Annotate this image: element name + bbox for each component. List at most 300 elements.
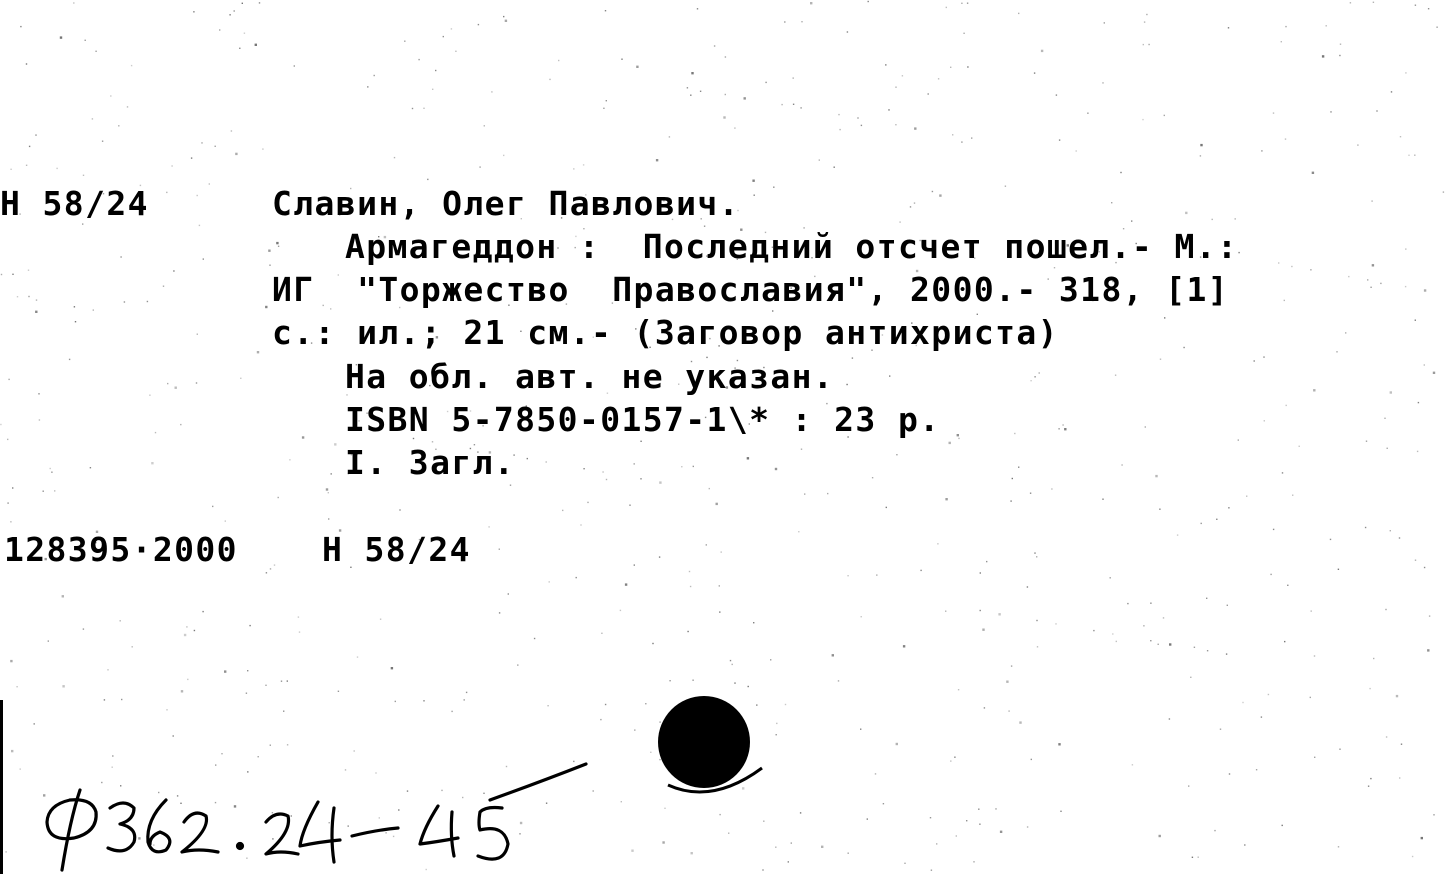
speckle — [546, 461, 547, 462]
speckle — [730, 660, 731, 661]
speckle — [36, 299, 37, 300]
speckle — [1183, 347, 1184, 348]
speckle — [721, 551, 722, 552]
speckle — [821, 846, 823, 848]
speckle — [1338, 846, 1339, 847]
speckle — [328, 518, 329, 519]
speckle — [289, 459, 290, 460]
speckle — [12, 487, 13, 488]
speckle — [1386, 736, 1387, 737]
speckle — [1429, 615, 1430, 616]
speckle — [197, 195, 198, 196]
speckle — [800, 812, 801, 813]
speckle — [938, 78, 939, 79]
speckle — [725, 56, 726, 57]
speckle — [827, 493, 828, 494]
speckle — [212, 506, 213, 507]
speckle — [199, 225, 200, 226]
speckle — [159, 807, 160, 808]
speckle — [788, 861, 789, 862]
speckle — [1030, 493, 1031, 494]
speckle — [54, 805, 55, 806]
speckle — [681, 466, 682, 467]
speckle — [10, 169, 11, 170]
speckle — [1000, 831, 1002, 833]
speckle — [1338, 569, 1339, 570]
speckle — [1443, 191, 1444, 192]
speckle — [719, 814, 720, 815]
speckle — [1412, 856, 1413, 857]
speckle — [728, 833, 729, 834]
speckle — [650, 752, 651, 753]
speckle — [235, 153, 237, 155]
speckle — [689, 571, 690, 572]
title-line-1: Армагеддон : Последний отсчет пошел.- М.: — [345, 227, 1239, 266]
speckle — [242, 3, 243, 4]
speckle — [491, 91, 492, 92]
speckle — [43, 491, 44, 492]
speckle — [62, 685, 64, 687]
speckle — [1310, 269, 1311, 270]
speckle — [1115, 375, 1116, 376]
speckle — [1312, 172, 1314, 174]
speckle — [11, 750, 13, 752]
speckle — [499, 549, 500, 550]
speckle — [268, 250, 270, 252]
speckle — [621, 59, 622, 60]
speckle — [1330, 539, 1331, 540]
speckle — [1036, 620, 1037, 621]
speckle — [1058, 743, 1060, 745]
speckle — [443, 36, 444, 37]
speckle — [29, 146, 30, 147]
speckle — [1339, 749, 1340, 750]
speckle — [166, 192, 167, 193]
speckle — [246, 693, 247, 694]
speckle — [982, 629, 984, 631]
speckle — [464, 699, 465, 700]
speckle — [1385, 609, 1386, 610]
speckle — [34, 723, 35, 724]
speckle — [872, 477, 873, 478]
speckle — [278, 246, 279, 247]
speckle — [980, 610, 981, 611]
speckle — [423, 108, 424, 109]
inventory-shelfmark: Н 58/24 — [322, 530, 471, 569]
speckle — [510, 485, 511, 486]
speckle — [93, 309, 94, 310]
speckle — [776, 734, 777, 735]
speckle — [804, 493, 805, 494]
speckle — [800, 107, 801, 108]
speckle — [194, 630, 195, 631]
speckle — [1311, 610, 1312, 611]
speckle — [517, 664, 518, 665]
speckle — [1127, 603, 1128, 604]
speckle — [640, 478, 641, 479]
speckle — [634, 564, 635, 565]
speckle — [902, 75, 903, 76]
speckle — [127, 106, 128, 107]
speckle — [112, 767, 113, 768]
speckle — [231, 130, 232, 131]
speckle — [12, 274, 13, 275]
speckle — [978, 809, 979, 810]
speckle — [1102, 499, 1103, 500]
speckle — [488, 526, 489, 527]
speckle — [1120, 172, 1121, 173]
speckle — [742, 787, 744, 789]
speckle — [781, 104, 782, 105]
speckle — [1405, 72, 1406, 73]
speckle — [1014, 433, 1015, 434]
speckle — [186, 626, 187, 627]
speckle — [1263, 356, 1264, 357]
speckle — [785, 704, 786, 705]
speckle — [1150, 603, 1151, 604]
speckle — [120, 620, 121, 621]
speckle — [601, 633, 602, 634]
speckle — [1366, 441, 1367, 442]
speckle — [441, 790, 442, 791]
speckle — [914, 127, 916, 129]
speckle — [793, 104, 794, 105]
speckle — [1399, 537, 1400, 538]
speckle — [1370, 287, 1371, 288]
isbn-line: ISBN 5-7850-0157-1\* : 23 р. — [345, 400, 941, 439]
speckle — [861, 616, 862, 617]
speckle — [958, 438, 959, 439]
speckle — [1436, 27, 1437, 28]
speckle — [973, 861, 974, 862]
speckle — [451, 711, 452, 712]
speckle — [1246, 496, 1247, 497]
speckle — [1039, 372, 1040, 373]
author-heading: Славин, Олег Павлович. — [272, 184, 740, 223]
speckle — [1160, 359, 1161, 360]
speckle — [329, 822, 330, 823]
speckle — [138, 837, 140, 839]
speckle — [262, 148, 263, 149]
speckle — [423, 700, 424, 701]
speckle — [719, 611, 720, 612]
speckle — [920, 570, 921, 571]
speckle — [1034, 376, 1035, 377]
speckle — [860, 729, 861, 730]
speckle — [38, 393, 39, 394]
speckle — [404, 41, 405, 42]
speckle — [602, 471, 603, 472]
speckle — [1121, 464, 1122, 465]
speckle — [56, 168, 57, 169]
speckle — [693, 466, 694, 467]
speckle — [1238, 439, 1239, 440]
speckle — [946, 7, 947, 8]
speckle — [1330, 111, 1331, 112]
speckle — [391, 667, 393, 669]
speckle — [801, 21, 802, 22]
speckle — [534, 638, 535, 639]
speckle — [244, 33, 245, 34]
speckle — [747, 457, 749, 459]
speckle — [691, 852, 693, 854]
speckle — [466, 692, 467, 693]
speckle — [8, 379, 9, 380]
speckle — [225, 520, 226, 521]
speckle — [1421, 837, 1423, 839]
speckle — [215, 146, 216, 147]
speckle — [1350, 2, 1351, 3]
speckle — [107, 669, 108, 670]
speckle — [1391, 91, 1392, 92]
speckle — [51, 472, 52, 473]
speckle — [435, 70, 436, 71]
speckle — [765, 82, 766, 83]
tracing-line: I. Загл. — [345, 443, 516, 482]
speckle — [367, 86, 368, 87]
speckle — [1200, 144, 1202, 146]
speckle — [1424, 364, 1425, 365]
speckle — [605, 704, 606, 705]
speckle — [669, 680, 670, 681]
speckle — [519, 833, 520, 834]
speckle — [1336, 351, 1337, 352]
speckle — [455, 51, 456, 52]
speckle — [1212, 219, 1213, 220]
speckle — [26, 165, 27, 166]
speckle — [839, 129, 840, 130]
speckle — [1282, 472, 1283, 473]
speckle — [700, 91, 701, 92]
speckle — [181, 690, 183, 692]
speckle — [328, 492, 329, 493]
speckle — [479, 166, 480, 167]
speckle — [546, 803, 547, 804]
speckle — [690, 586, 691, 587]
speckle — [1201, 523, 1202, 524]
speckle — [1405, 248, 1406, 249]
speckle — [1427, 649, 1429, 651]
speckle — [659, 556, 660, 557]
speckle — [62, 595, 64, 597]
speckle — [1291, 266, 1292, 267]
speckle — [1144, 21, 1145, 22]
speckle — [1433, 814, 1434, 815]
speckle — [754, 195, 755, 196]
speckle — [338, 691, 339, 692]
speckle — [193, 11, 194, 12]
speckle — [16, 686, 17, 687]
speckle — [625, 583, 627, 585]
speckle — [257, 351, 259, 353]
speckle — [798, 531, 799, 532]
speckle — [636, 66, 638, 68]
speckle — [1027, 826, 1028, 827]
speckle — [1348, 276, 1349, 277]
speckle — [35, 134, 36, 135]
speckle — [1228, 27, 1229, 28]
speckle — [645, 703, 646, 704]
speckle — [219, 29, 220, 30]
speckle — [1056, 94, 1057, 95]
speckle — [896, 454, 897, 455]
speckle — [1034, 72, 1035, 73]
note-line: На обл. авт. не указан. — [345, 357, 835, 396]
speckle — [240, 378, 241, 379]
speckle — [499, 612, 500, 613]
speckle — [202, 611, 203, 612]
speckle — [266, 572, 267, 573]
speckle — [1226, 653, 1227, 654]
speckle — [656, 159, 658, 161]
speckle — [281, 681, 282, 682]
speckle — [1104, 22, 1105, 23]
speckle — [147, 301, 148, 302]
speckle — [793, 77, 794, 78]
speckle — [39, 419, 40, 420]
speckle — [1282, 825, 1283, 826]
speckle — [196, 382, 197, 383]
speckle — [17, 296, 18, 297]
speckle — [770, 659, 771, 660]
speckle — [249, 625, 250, 626]
speckle — [224, 670, 226, 672]
speckle — [801, 449, 802, 450]
speckle — [124, 301, 125, 302]
speckle — [299, 631, 300, 632]
speckle — [104, 699, 105, 700]
speckle — [576, 577, 577, 578]
speckle — [298, 616, 299, 617]
speckle — [1278, 262, 1279, 263]
speckle — [69, 359, 70, 360]
speckle — [1345, 332, 1346, 333]
speckle — [503, 155, 504, 156]
speckle — [451, 28, 452, 29]
speckle — [895, 87, 896, 88]
speckle — [203, 258, 204, 259]
speckle — [95, 51, 96, 52]
speckle — [937, 543, 938, 544]
speckle — [629, 505, 630, 506]
speckle — [484, 125, 485, 126]
speckle — [118, 125, 119, 126]
speckle — [294, 65, 295, 66]
speckle — [92, 118, 93, 119]
speckle — [10, 660, 12, 662]
speckle — [784, 21, 785, 22]
speckle — [603, 108, 604, 109]
speckle — [1142, 119, 1143, 120]
speckle — [971, 137, 972, 138]
speckle — [885, 64, 886, 65]
speckle — [687, 87, 688, 88]
speckle — [258, 756, 259, 757]
speckle — [957, 434, 959, 436]
speckle — [1158, 644, 1159, 645]
speckle — [857, 117, 858, 118]
speckle — [1018, 13, 1019, 14]
speckle — [1424, 289, 1426, 291]
title-line-2: ИГ "Торжество Православия", 2000.- 318, [1] — [272, 270, 1230, 309]
speckle — [883, 803, 884, 804]
speckle — [478, 24, 479, 25]
speckle — [283, 711, 284, 712]
speckle — [1365, 527, 1366, 528]
speckle — [197, 334, 198, 335]
speckle — [1034, 552, 1035, 553]
speckle — [1261, 716, 1262, 717]
speckle — [5, 851, 6, 852]
speckle — [1018, 467, 1019, 468]
speckle — [1414, 155, 1415, 156]
speckle — [1058, 428, 1059, 429]
speckle — [1164, 115, 1165, 116]
speckle — [634, 729, 635, 730]
speckle — [1418, 402, 1419, 403]
speckle — [980, 572, 981, 573]
speckle — [357, 656, 358, 657]
speckle — [1273, 112, 1274, 113]
speckle — [506, 766, 507, 767]
speckle — [1206, 598, 1207, 599]
speckle — [1270, 574, 1271, 575]
speckle — [848, 853, 849, 854]
speckle — [50, 468, 51, 469]
shelfmark: Н 58/24 — [0, 184, 149, 223]
speckle — [272, 838, 273, 839]
speckle — [83, 175, 84, 176]
speckle — [791, 842, 792, 843]
speckle — [1357, 144, 1358, 145]
speckle — [562, 510, 563, 511]
speckle — [302, 436, 304, 438]
speckle — [121, 699, 122, 700]
speckle — [354, 750, 355, 751]
speckle — [505, 20, 507, 22]
speckle — [1373, 658, 1374, 659]
speckle — [775, 847, 776, 848]
speckle — [1285, 138, 1286, 139]
speckle — [1228, 507, 1229, 508]
speckle — [28, 270, 29, 271]
speckle — [1076, 150, 1077, 151]
speckle — [149, 395, 150, 396]
speckle — [1010, 500, 1011, 501]
speckle — [1256, 769, 1257, 770]
speckle — [583, 164, 584, 165]
speckle — [75, 321, 76, 322]
speckle — [1006, 681, 1008, 683]
speckle — [7, 502, 8, 503]
speckle — [259, 2, 260, 3]
speckle — [1159, 835, 1161, 837]
speckle — [102, 141, 103, 142]
speckle — [896, 743, 898, 745]
speckle — [1287, 585, 1288, 586]
speckle — [1112, 633, 1113, 634]
speckle — [291, 815, 292, 816]
speckle — [1384, 418, 1385, 419]
speckle — [763, 821, 764, 822]
speckle — [1254, 360, 1255, 361]
speckle — [215, 802, 216, 803]
speckle — [1340, 44, 1341, 45]
speckle — [939, 194, 941, 196]
speckle — [888, 109, 889, 110]
speckle — [0, 424, 1, 425]
speckle — [1371, 200, 1372, 201]
